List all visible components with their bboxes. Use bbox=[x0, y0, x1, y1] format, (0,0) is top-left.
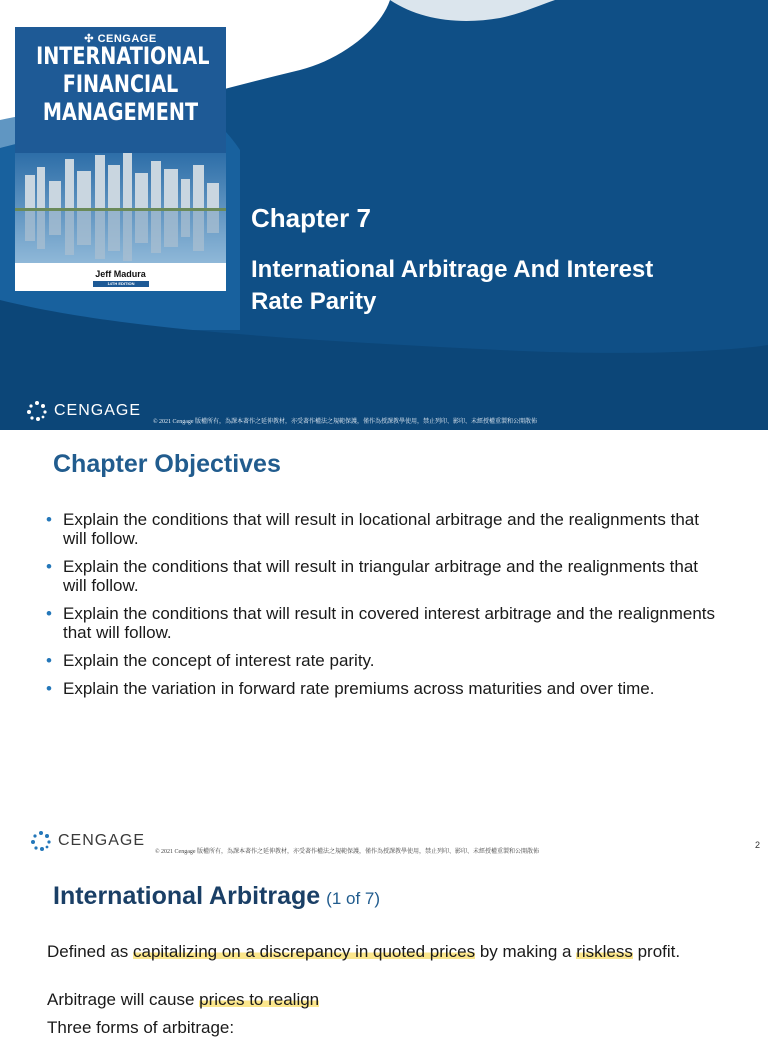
footer-logo-text: CENGAGE bbox=[58, 832, 146, 849]
arbitrage-slide bbox=[0, 858, 768, 1037]
bullet-icon: • bbox=[46, 510, 52, 529]
chapter-number: Chapter 7 bbox=[251, 203, 371, 233]
cengage-logo-icon bbox=[30, 830, 52, 852]
textbook-cover bbox=[15, 27, 226, 291]
title-slide bbox=[0, 0, 768, 430]
highlight: capitalizing on a discrepancy in quoted prices bbox=[133, 942, 476, 961]
copyright-notice: © 2021 Cengage 版權所有，為課本著作之延伸教材，亦受著作權法之規範保護，僅作為授課教學使用，禁止列印、影印、未經授權重製和公開散佈 bbox=[153, 419, 538, 425]
slide-title-suffix: (1 of 7) bbox=[326, 889, 381, 908]
bullet-icon: • bbox=[46, 604, 52, 623]
objectives-list bbox=[46, 510, 726, 707]
highlight: riskless bbox=[576, 942, 633, 961]
objectives-slide bbox=[0, 430, 768, 858]
bullet-icon: • bbox=[46, 557, 52, 576]
cengage-logo-icon: ✣ bbox=[84, 33, 98, 45]
list-item: • Explain the conditions that will result in triangular arbitrage and the realignments that will follow. bbox=[46, 557, 699, 595]
cover-title-line-3: MANAGEMENT bbox=[42, 98, 199, 126]
highlight: prices to realign bbox=[199, 990, 320, 1009]
slide-title: Chapter Objectives bbox=[53, 450, 281, 478]
chapter-title: International Arbitrage And Interest Rate Parity bbox=[251, 256, 654, 315]
page-number: 2 bbox=[754, 840, 760, 850]
forms-text: Three forms of arbitrage: bbox=[47, 1018, 235, 1037]
definition-text: Defined as capitalizing on a discrepancy in quoted prices by making a riskless profit. bbox=[47, 942, 681, 961]
cover-brand: ✣ CENGAGE bbox=[84, 33, 157, 45]
cover-author: Jeff Madura bbox=[95, 269, 146, 279]
bullet-icon: • bbox=[46, 679, 52, 698]
slide-title bbox=[53, 882, 380, 911]
footer-logo-text: CENGAGE bbox=[54, 402, 142, 419]
list-item: • Explain the conditions that will result in covered interest arbitrage and the realignments that will follow. bbox=[46, 604, 716, 642]
realign-text: Arbitrage will cause prices to realign bbox=[47, 990, 320, 1009]
list-item: • Explain the concept of interest rate parity. bbox=[46, 651, 375, 670]
footer-logo bbox=[26, 400, 141, 422]
list-item: • Explain the conditions that will result in locational arbitrage and the realignments that will follow. bbox=[46, 510, 699, 548]
city-skyline-image bbox=[15, 153, 226, 263]
copyright-notice: © 2021 Cengage 版權所有，為課本著作之延伸教材，亦受著作權法之規範保護，僅作為授課教學使用，禁止列印、影印、未經授權重製和公開散佈 bbox=[155, 849, 540, 855]
list-item: • Explain the variation in forward rate premiums across maturities and over time. bbox=[46, 679, 655, 698]
bullet-icon: • bbox=[46, 651, 52, 670]
cover-title-line-2: FINANCIAL bbox=[62, 70, 179, 98]
cengage-logo-icon bbox=[26, 400, 48, 422]
cover-edition: 14TH EDITION bbox=[93, 281, 149, 287]
footer-logo bbox=[30, 830, 145, 852]
slide-title-text: International Arbitrage bbox=[53, 882, 321, 910]
cover-title-line-1: INTERNATIONAL bbox=[36, 42, 210, 70]
